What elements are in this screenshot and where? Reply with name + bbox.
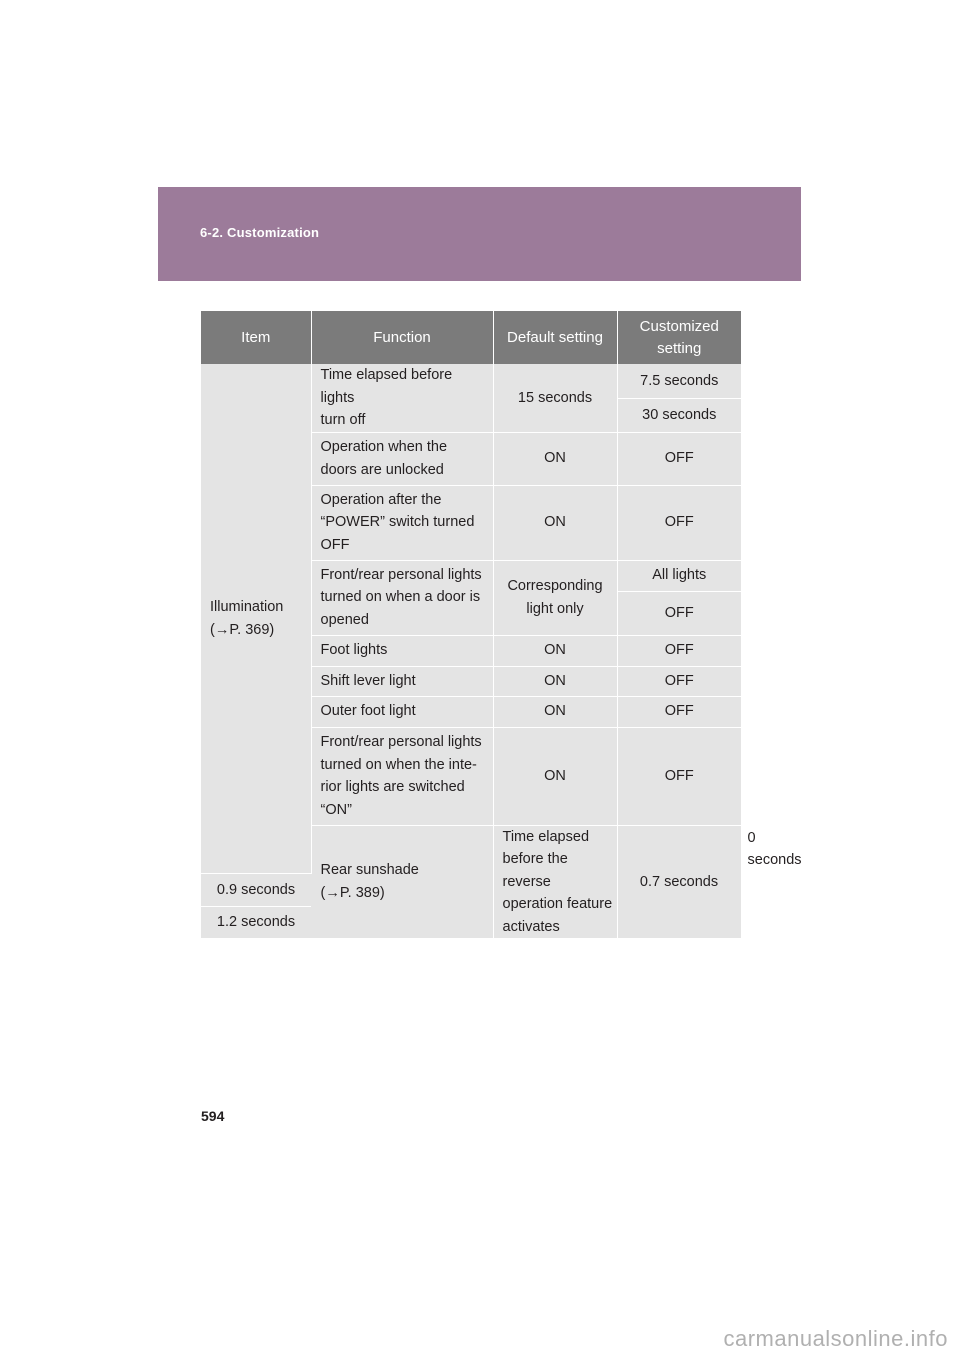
option-cell: OFF — [617, 485, 741, 560]
option-cell: OFF — [617, 591, 741, 635]
default-cell: ON — [493, 727, 617, 825]
default-cell: ON — [493, 696, 617, 727]
item-rear-sunshade: Rear sunshade (→P. 389) — [311, 825, 493, 939]
default-cell: Corresponding light only — [493, 560, 617, 635]
function-cell: Operation when the doors are unlocked — [311, 432, 493, 485]
column-header-customized: Customized setting — [617, 311, 741, 364]
column-header-item: Item — [201, 311, 311, 364]
default-cell: ON — [493, 432, 617, 485]
option-cell: OFF — [617, 666, 741, 696]
function-cell: Front/rear personal lights turned on when a door is opened — [311, 560, 493, 635]
option-cell: OFF — [617, 635, 741, 666]
option-cell: OFF — [617, 432, 741, 485]
default-cell: 0.7 seconds — [617, 825, 741, 939]
option-cell: OFF — [617, 727, 741, 825]
function-cell: Foot lights — [311, 635, 493, 666]
table-header-row — [201, 311, 741, 364]
default-cell: ON — [493, 485, 617, 560]
item-illumination: Illumination (→P. 369) — [201, 364, 311, 874]
option-cell: 1.2 seconds — [201, 906, 311, 938]
option-cell: OFF — [617, 696, 741, 727]
function-cell: Front/rear personal lights turned on when the inte- rior lights are switched “ON” — [311, 727, 493, 825]
function-cell: Time elapsed before lights turn off — [311, 364, 493, 432]
column-header-default: Default setting — [493, 311, 617, 364]
function-cell: Shift lever light — [311, 666, 493, 696]
function-cell: Time elapsed before the reverse operation feature activates — [493, 825, 617, 939]
default-cell: ON — [493, 666, 617, 696]
option-cell: 30 seconds — [617, 398, 741, 432]
section-header-band — [158, 187, 801, 281]
column-header-function: Function — [311, 311, 493, 364]
watermark: carmanualsonline.info — [723, 1326, 948, 1351]
customization-table — [201, 311, 802, 939]
option-cell: 0.9 seconds — [201, 874, 311, 906]
function-cell: Operation after the “POWER” switch turned OFF — [311, 485, 493, 560]
page-number: 594 — [201, 1108, 225, 1124]
default-cell: 15 seconds — [493, 364, 617, 432]
default-cell: ON — [493, 635, 617, 666]
table-row: Rear sunshade (→P. 389) Time elapsed before the reverse operation feature activates 0.7 seconds 0 seconds — [201, 825, 741, 874]
function-cell: Outer foot light — [311, 696, 493, 727]
option-cell: All lights — [617, 560, 741, 591]
table-row — [201, 364, 741, 398]
section-title: 6-2. Customization — [200, 225, 320, 240]
option-cell: 7.5 seconds — [617, 364, 741, 398]
